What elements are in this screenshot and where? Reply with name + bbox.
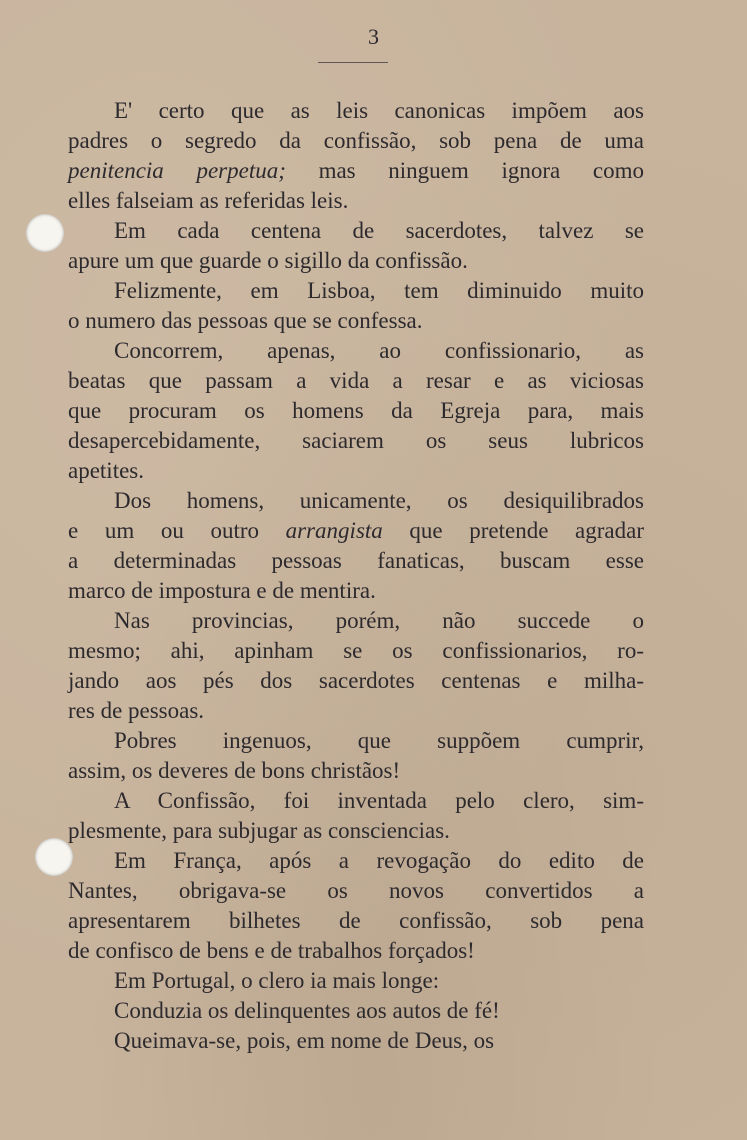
- body-text: [68, 96, 644, 1056]
- text-line: apresentarem bilhetes de confissão, sob pena: [68, 908, 644, 933]
- paragraph: [68, 96, 644, 216]
- text-line: marco de impostura e de mentira.: [68, 578, 376, 603]
- text-line: o numero das pessoas que se confessa.: [68, 308, 423, 333]
- text-line: Nas provincias, porém, não succede o: [114, 608, 644, 633]
- text-line: padres o segredo da confissão, sob pena de uma: [68, 128, 644, 153]
- text-line: E' certo que as leis canonicas impõem aos: [114, 98, 644, 123]
- text-line: jando aos pés dos sacerdotes centenas e milha-: [68, 668, 644, 693]
- paragraph: [68, 996, 644, 1026]
- text-line: beatas que passam a vida a resar e as viciosas: [68, 368, 644, 393]
- text-line: que procuram os homens da Egreja para, mais: [68, 398, 644, 423]
- paragraph: [68, 276, 644, 336]
- text-line: de confisco de bens e de trabalhos forçados!: [68, 938, 475, 963]
- text-line: Concorrem, apenas, ao confissionario, as: [114, 338, 644, 363]
- text-line: e um ou outro arrangista que pretende agradar: [68, 518, 644, 543]
- paragraph: [68, 216, 644, 276]
- text-line: Felizmente, em Lisboa, tem diminuido muito: [114, 278, 644, 303]
- text-line: apure um que guarde o sigillo da confissão.: [68, 248, 468, 273]
- page-number-rule: [318, 62, 388, 63]
- text-line: mesmo; ahi, apinham se os confissionarios, ro-: [68, 638, 644, 663]
- text-line: Em França, após a revogação do edito de: [114, 848, 644, 873]
- paragraph: [68, 846, 644, 966]
- text-line: Nantes, obrigava-se os novos convertidos a: [68, 878, 644, 903]
- paragraph: [68, 606, 644, 726]
- paragraph: [68, 1026, 644, 1056]
- text-line: Pobres ingenuos, que suppõem cumprir,: [114, 728, 644, 753]
- paragraph: [68, 786, 644, 846]
- text-line: Em cada centena de sacerdotes, talvez se: [114, 218, 644, 243]
- text-line: Queimava-se, pois, em nome de Deus, os: [114, 1028, 495, 1053]
- text-line: plesmente, para subjugar as consciencias.: [68, 818, 450, 843]
- text-line: res de pessoas.: [68, 698, 205, 723]
- text-line: a determinadas pessoas fanaticas, buscam esse: [68, 548, 644, 573]
- text-line: A Confissão, foi inventada pelo clero, sim-: [114, 788, 644, 813]
- page-number: 3: [368, 24, 379, 49]
- text-line: Dos homens, unicamente, os desiquilibrados: [114, 488, 644, 513]
- text-line: elles falseiam as referidas leis.: [68, 188, 349, 213]
- paragraph: [68, 966, 644, 996]
- text-line: Em Portugal, o clero ia mais longe:: [114, 968, 440, 993]
- text-line: desapercebidamente, saciarem os seus lubricos: [68, 428, 644, 453]
- paragraph: [68, 486, 644, 606]
- text-line: assim, os deveres de bons christãos!: [68, 758, 401, 783]
- paragraph: [68, 336, 644, 486]
- text-line: apetites.: [68, 458, 144, 483]
- text-line: Conduzia os delinquentes aos autos de fé!: [114, 998, 500, 1023]
- text-line: penitencia perpetua; mas ninguem ignora como: [68, 158, 644, 183]
- binding-hole: [26, 214, 64, 252]
- paragraph: [68, 726, 644, 786]
